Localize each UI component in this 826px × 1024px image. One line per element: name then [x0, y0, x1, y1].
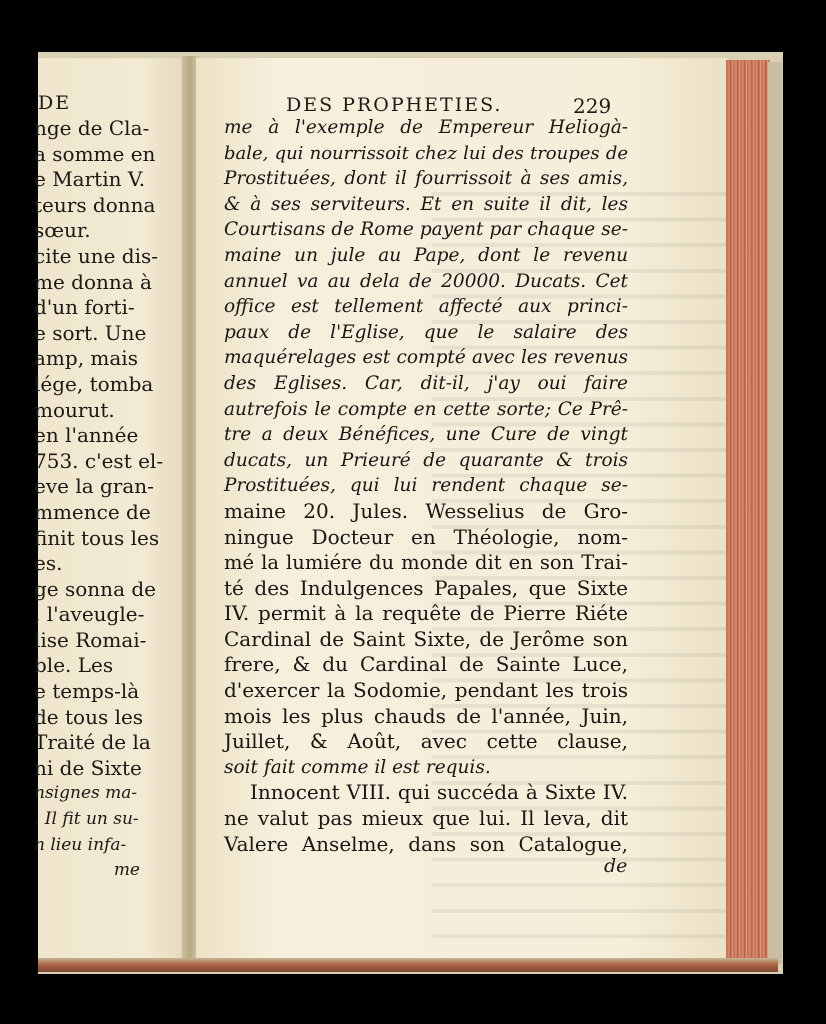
text-line: ducats, un Prieuré de quarante & trois: [224, 449, 628, 471]
running-head: DES PROPHETIES.: [286, 94, 503, 116]
left-text-line: mmence de: [34, 499, 151, 524]
text-line: mois les plus chauds de l'année, Juin,: [224, 703, 628, 728]
left-text-line: sœur.: [34, 218, 91, 243]
text-line: d'exercer la Sodomie, pendant les trois: [224, 678, 628, 703]
text-line: autrefois le compte en cette sorte; Ce Prê-: [224, 398, 628, 420]
text-line: Prostituées, qui lui rendent chaque se-: [224, 475, 628, 497]
body-text: [224, 115, 628, 857]
text-line: soit fait comme il est requis.: [224, 756, 491, 778]
left-text-line: Traité de la: [34, 730, 151, 755]
text-line: tre a deux Bénéfices, une Cure de vingt: [224, 424, 628, 446]
left-text-line: teurs donna: [34, 192, 156, 217]
left-text-line: cite une dis-: [34, 243, 159, 268]
text-line: bale, qui nourrissoit chez lui des troupes de: [224, 142, 628, 164]
left-text-line: nsignes ma-: [34, 783, 138, 804]
left-text-line: ge sonna de: [34, 576, 156, 601]
page-number: 229: [573, 94, 612, 118]
back-cover-edge: [768, 62, 782, 964]
left-text-line: e Martin V.: [34, 167, 146, 192]
text-line: maine un jule au Pape, dont le revenu: [224, 244, 628, 266]
left-text-line: d'un forti-: [34, 295, 135, 320]
left-text-line: es.: [34, 551, 63, 576]
text-line: annuel va au dela de 20000. Ducats. Cet: [224, 270, 628, 292]
page-edges: [726, 60, 770, 960]
left-text-line: lise Romai-: [34, 627, 147, 652]
bottom-edge: [38, 958, 778, 972]
text-line: Innocent VIII. qui succéda à Sixte IV.: [250, 780, 628, 805]
left-text-line: mourut.: [34, 397, 115, 422]
text-line: frere, & du Cardinal de Sainte Luce,: [224, 652, 628, 677]
text-line: mé la lumiére du monde dit en son Trai-: [224, 551, 628, 575]
text-line: maine 20. Jules. Wesselius de Gro-: [224, 498, 628, 523]
left-text-line: ni de Sixte: [34, 755, 142, 780]
text-line: maquérelages est compté avec les revenus: [224, 347, 628, 369]
text-line: Prostituées, dont il fourrissoit à ses amis,: [224, 168, 628, 190]
text-line: Juillet, & Août, avec cette clause,: [224, 729, 628, 754]
text-line: Courtisans de Rome payent par chaque se-: [224, 219, 628, 241]
text-line: & à ses serviteurs. Et en suite il dit, les: [224, 193, 628, 215]
left-text-line: n lieu infa-: [34, 834, 127, 855]
left-text-line: en l'année: [34, 423, 139, 448]
left-running-head: DE: [38, 92, 72, 114]
left-text-line: eve la gran-: [34, 474, 154, 499]
text-line: ningue Docteur en Théologie, nom-: [224, 524, 628, 549]
text-line: des Eglises. Car, dit-il, j'ay oui faire: [224, 372, 628, 394]
left-page-text: [34, 116, 188, 884]
catchword: de: [604, 855, 628, 877]
left-text-line: ble. Les: [34, 653, 114, 678]
text-line: ne valut pas mieux que lui. Il leva, dit: [224, 806, 628, 831]
left-text-line: , l'aveugle-: [34, 602, 145, 627]
left-text-line: a somme en: [34, 141, 156, 166]
text-line: IV. permit à la requête de Pierre Riéte: [224, 601, 628, 626]
text-line: paux de l'Eglise, que le salaire des: [224, 321, 628, 343]
text-line: Cardinal de Saint Sixte, de Jerôme son: [224, 626, 628, 651]
left-text-line: 753. c'est el-: [34, 448, 164, 473]
text-line: té des Indulgences Papales, que Sixte: [224, 575, 628, 600]
left-text-line: finit tous les: [34, 525, 160, 550]
text-line: office est tellement affecté aux princi-: [224, 296, 628, 318]
left-text-line: amp, mais: [34, 346, 138, 371]
left-text-line: lége, tomba: [34, 371, 154, 396]
text-line: me à l'exemple de Empereur Heliogà-: [224, 117, 628, 138]
left-text-line: nge de Cla-: [34, 116, 150, 140]
left-text-line: e temps-là: [34, 679, 140, 704]
text-line: Valere Anselme, dans son Catalogue,: [224, 831, 628, 856]
left-text-line: e sort. Une: [34, 320, 147, 345]
left-text-line: de tous les: [34, 704, 144, 729]
left-text-line: . Il fit un su-: [34, 809, 139, 830]
left-text-line: me: [113, 860, 140, 881]
left-text-line: me donna à: [34, 269, 152, 294]
